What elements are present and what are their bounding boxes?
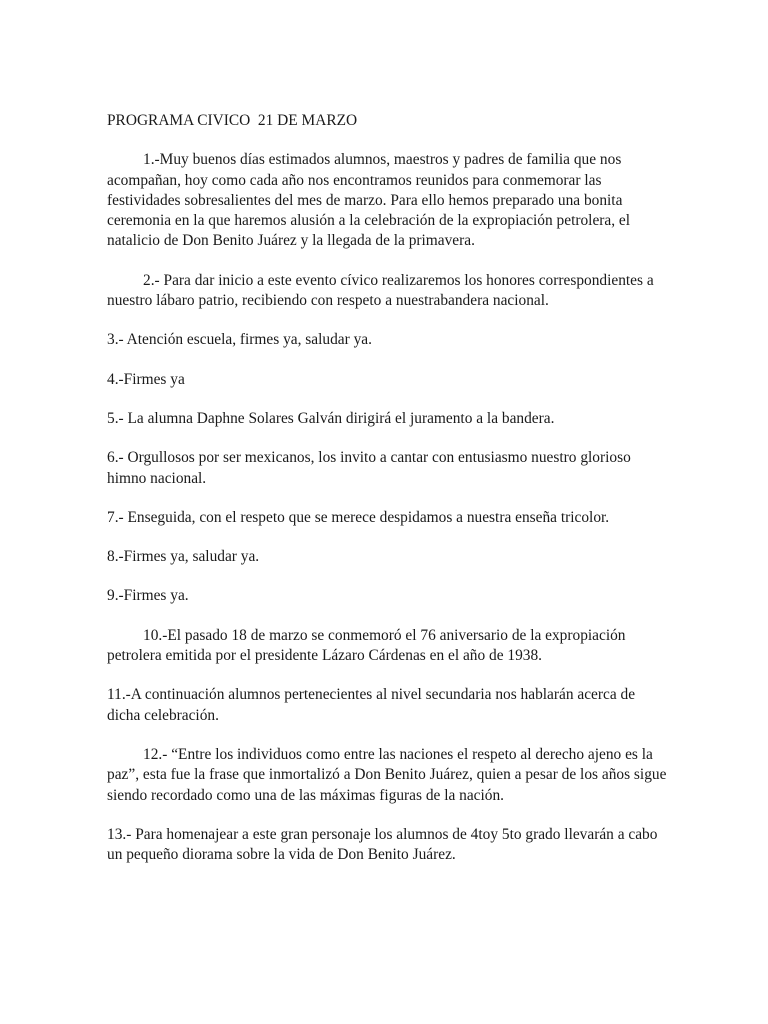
paragraph-2: 2.- Para dar inicio a este evento cívico realizaremos los honores correspondientes a nuestro lábaro patrio, recibiendo con respeto a nuestrabandera nacional. [107, 271, 654, 310]
paragraph-8: 8.-Firmes ya, saludar ya. [107, 548, 260, 566]
paragraph-3: 3.- Atención escuela, firmes ya, saludar ya. [107, 331, 372, 349]
paragraph-12: 12.- “Entre los individuos como entre las naciones el respeto al derecho ajeno es la paz”, esta fue la frase que inmortalizó a Don Benito Juárez, quien a pesar de los años sigue siendo recordado como una de las máximas figuras de la nación. [107, 745, 667, 804]
paragraph-7: 7.- Enseguida, con el respeto que se merece despidamos a nuestra enseña tricolor. [107, 508, 610, 526]
paragraph-6: 6.- Orgullosos por ser mexicanos, los invito a cantar con entusiasmo nuestro glorioso himno nacional. [107, 449, 631, 487]
paragraph-4: 4.-Firmes ya [107, 370, 185, 388]
paragraph-5: 5.- La alumna Daphne Solares Galván dirigirá el juramento a la bandera. [107, 409, 555, 427]
document-page [107, 111, 667, 884]
paragraph-9: 9.-Firmes ya. [107, 587, 189, 605]
paragraph-10: 10.-El pasado 18 de marzo se conmemoró el 76 aniversario de la expropiación petrolera emitida por el presidente Lázaro Cárdenas en el año de 1938. [107, 626, 626, 665]
document-title: PROGRAMA CIVICO 21 DE MARZO [107, 112, 358, 129]
paragraph-13: 13.- Para homenajear a este gran personaje los alumnos de 4toy 5to grado llevarán a cabo un pequeño diorama sobre la vida de Don Benito Juárez. [107, 825, 658, 864]
paragraph-1: 1.-Muy buenos días estimados alumnos, maestros y padres de familia que nos acompañan, hoy como cada año nos encontramos reunidos para conmemorar las festividades sobresalientes del mes de marzo. Para ello hemos preparado una bonita ceremonia en la que haremos alusión a la celebración de la expropiación petrolera, el natalicio de Don Benito Juárez y la llegada de la primavera. [107, 151, 631, 250]
paragraph-11: 11.-A continuación alumnos pertenecientes al nivel secundaria nos hablarán acerca de dicha celebración. [107, 686, 636, 724]
